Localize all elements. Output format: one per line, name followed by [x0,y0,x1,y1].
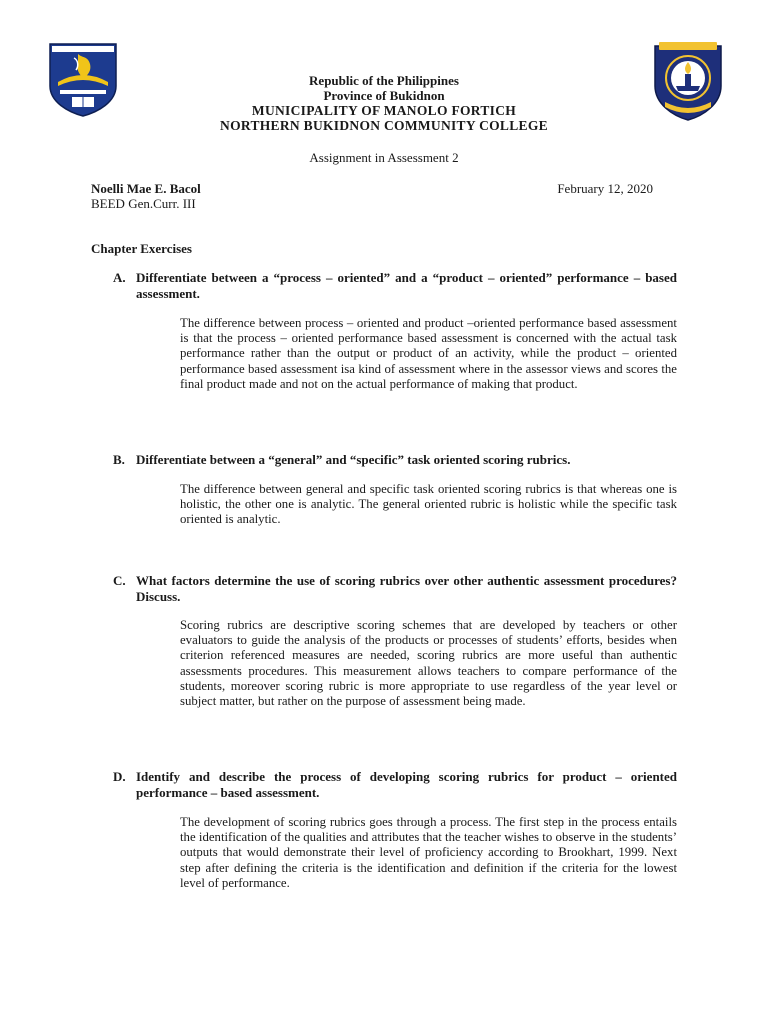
document-date: February 12, 2020 [557,181,653,196]
question-letter: D. [113,769,126,784]
letterhead [0,73,768,133]
answer-d: The development of scoring rubrics goes through a process. The first step in the process entails the identification of the qualities and attributes that the teacher wishes to observe in the students’ outputs that would demonstrate their level of proficiency according to Brookhart, 1999. Next step after defining the criteria is the identification and definition if the criteria for the lowest level of performance. [180,815,677,890]
question-letter: B. [113,452,125,467]
question-b [113,452,677,468]
assignment-title: Assignment in Assessment 2 [309,150,459,165]
header-republic: Republic of the Philippines [309,73,459,88]
question-text: What factors determine the use of scoring rubrics over other authentic assessment procedures? Discuss. [136,573,677,604]
answer-b: The difference between general and specific task oriented scoring rubrics is that whereas one is holistic, the other one is analytic. The general oriented rubric is holistic while the specific task oriented is analytic. [180,482,677,527]
student-info [91,181,201,211]
answer-a: The difference between process – oriented and product –oriented performance based assessment is that the process – oriented performance based assessment is concerned with the actual task performance rather than the output or product of an activity, while the product – oriented performance based assessment isa kind of assessment where in the assessor views and scores the final product made and not on the actual performance of making that product. [180,316,677,391]
header-municipality: MUNICIPALITY OF MANOLO FORTICH [251,103,517,118]
question-c [113,573,677,605]
header-province: Province of Bukidnon [323,88,445,103]
student-name: Noelli Mae E. Bacol [91,181,201,196]
question-letter: A. [113,270,126,285]
section-title: Chapter Exercises [91,241,192,256]
question-letter: C. [113,573,126,588]
header-college: NORTHERN BUKIDNON COMMUNITY COLLEGE [220,118,548,133]
question-text: Identify and describe the process of developing scoring rubrics for product – oriented performance – based assessment. [136,769,677,800]
student-course: BEED Gen.Curr. III [91,196,196,211]
question-d [113,769,677,801]
answer-c: Scoring rubrics are descriptive scoring schemes that are developed by teachers or other evaluators to guide the analysis of the products or processes of students’ efforts, besides when criterion referenced measures are needed, scoring rubrics are more useful than authentic assessments procedures. This measurement allows teachers to compare performance of the students, moreover scoring rubric is more appropriate to use regardless of the year level or subject matter, but rather on the purpose of assessment being made. [180,618,677,709]
question-text: Differentiate between a “process – oriented” and a “product – oriented” performance – based assessment. [136,270,677,301]
question-a [113,270,677,302]
question-text: Differentiate between a “general” and “specific” task oriented scoring rubrics. [136,452,571,467]
